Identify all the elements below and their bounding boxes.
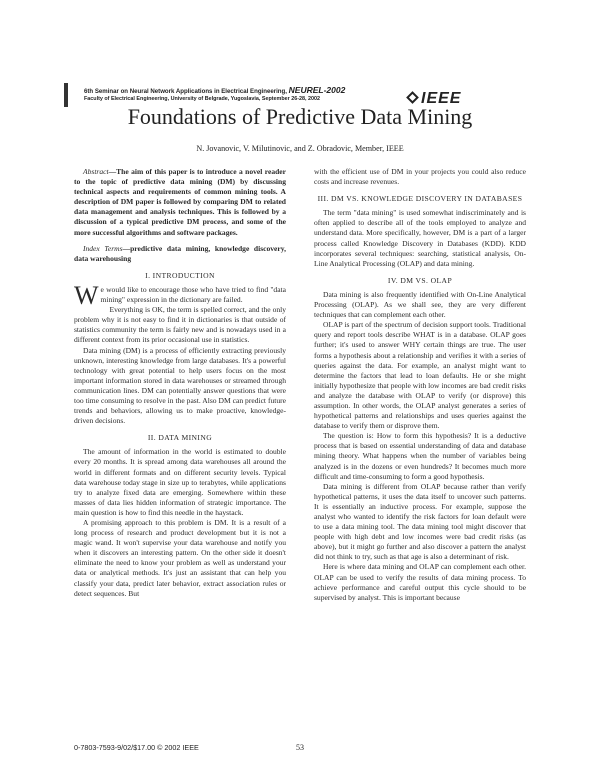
isbn-footer: 0-7803-7593-9/02/$17.00 © 2002 IEEE	[74, 743, 199, 752]
section-heading: I. INTRODUCTION	[145, 270, 215, 280]
dropcap: W	[74, 280, 99, 310]
paragraph: The amount of information in the world is estimated to double every 20 months. It is spread among data warehouses all around the world in different formats and on different security levels. Typical data warehouse today stage in size up to terabytes, while applications try to analyze fixed data are emerging. Somewhere within these masses of data lies hidden information of strategic importance. The main question is how to find this needle in the haystack.	[74, 447, 286, 517]
conference-name: NEUREL-2002	[288, 85, 346, 95]
paper-title: Foundations of Predictive Data Mining	[127, 104, 473, 129]
conference-line: 6th Seminar on Neural Network Applications in Electrical Engineering, NEUREL-2002	[84, 85, 346, 95]
paragraph: with the efficient use of DM in your projects you could also reduce costs and increase revenues.	[314, 167, 526, 187]
paragraph: Data mining (DM) is a process of efficiently extracting previously unknown, interesting knowledge from large databases. It's a powerful technology with great potential to help users focus on the most important information stored in data warehouses or streamed through communication lines. DM can potentially answer questions that were too time consuming to resolve in the past. Also DM can predict future trends and behaviors, allowing us to make proactive, knowledge-driven decisions.	[74, 345, 286, 426]
paragraph: OLAP is part of the spectrum of decision support tools. Traditional query and report tools describe WHAT is in a database. OLAP goes further; it's used to answer WHY certain things are true. The user forms a hypothesis about a relationship and verifies it with a series of queries against the data. For example, an analyst might want to determine the factors that lead to loan defaults. He or she might initially hypothesize that people with low incomes are bad credit risks and analyze the database with OLAP to verify (or disprove) this assumption. In other words, the OLAP analyst generates a series of hypothetical patterns and relationships and uses queries against the database to verify them or disprove them.	[314, 320, 526, 431]
ieee-logo: IEEE	[421, 90, 462, 107]
left-column	[74, 167, 286, 599]
paragraph: Data mining is also frequently identified with On-Line Analytical Processing (OLAP). As we shall see, they are very different techniques that can complement each other.	[314, 289, 526, 320]
paragraph: Everything is OK, the term is spelled correct, and the only problem why it is not easy to find it in dictionaries is that outside of statistics community the term is fairly new and is nowadays used in a different context from its prior occasional use in statistics.	[74, 305, 286, 345]
paragraph: Here is where data mining and OLAP can complement each other. OLAP can be used to verify the results of data mining process. To achieve performance and careful output this cycle should to be supervised by analyst. This is important because	[314, 562, 526, 602]
ieee-logo-icon	[406, 91, 419, 104]
paragraph: A promising approach to this problem is DM. It is a result of a long process of research and product development but it is not a magic wand. It won't supervise your data warehouse and notify you when it discovers an interesting pattern. On the other side it doesn't eliminate the need to know your problem as well as understand your data or analytical methods. It's just an assistant that can help you classify your data, predict later behavior, extract association rules or detect sequences. But	[74, 518, 286, 598]
paragraph: The question is: How to form this hypothesis? It is a deductive process that is based on essential understanding of data and database mining theory. What happens when the number of variables being analyzed is in the dozens or even hundreds? It becomes much more difficult and time-consuming to form a good hypothesis.	[314, 431, 526, 481]
right-column	[314, 167, 526, 603]
page-number: 53	[296, 743, 304, 752]
index-terms: Index Terms—predictive data mining, knowledge discovery, data warehousing	[74, 243, 286, 263]
paragraph: The term "data mining" is used somewhat indiscriminately and is often applied to describe all of the tools employed to analyze and understand data. More specifically, however, DM is a part of a larger process called Knowledge Discovery in Databases (KDD). KDD incorporates several techniques: searching, statistical analysis, On-Line Analytical Processing (OLAP) and data mining.	[314, 208, 526, 268]
section-heading: II. DATA MINING	[147, 433, 213, 443]
paragraph: Data mining is different from OLAP because rather than verify hypothetical patterns, it uses the data itself to uncover such patterns. It is essentially an inductive process. For example, suppose the analyst who wanted to identify the risk factors for loan default were to use a data mining tool. The data mining tool might discover that people with high debt and low incomes were bad credit risks (as above), but it might go further and also discover a pattern the analyst did not think to try, such as that age is also a determinant of risk.	[314, 481, 526, 562]
abstract: Abstract—The aim of this paper is to introduce a novel reader to the topic of predictive data mining (DM) by discussing technical aspects and requirements of common mining tools. A description of DM paper is followed by comparing DM to related data management and analysis techniques. This is followed by a discussion of a typical predictive DM process, and some of the more successful algorithms and software packages.	[74, 167, 286, 237]
paragraph: We would like to encourage those who have tried to find "data mining" expression in the dictionary are failed.	[74, 280, 286, 310]
section-heading: IV. DM VS. OLAP	[387, 275, 453, 285]
paper-authors: N. Jovanovic, V. Milutinovic, and Z. Obradovic, Member, IEEE	[196, 144, 404, 153]
affiliation-line: Faculty of Electrical Engineering, University of Belgrade, Yugoslavia, September 26-28, 2002	[84, 96, 320, 102]
section-heading: III. DM VS. KNOWLEDGE DISCOVERY IN DATABASES	[317, 194, 523, 204]
